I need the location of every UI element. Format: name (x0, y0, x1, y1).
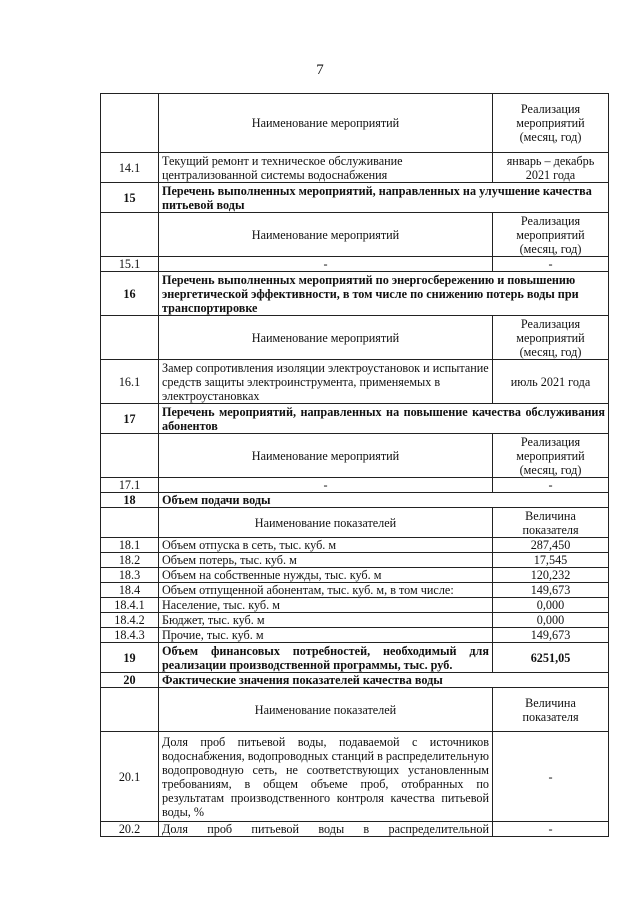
report-table (100, 93, 609, 837)
empty-cell (101, 213, 159, 257)
row-text: - (159, 257, 493, 272)
row-value: июль 2021 года (493, 360, 609, 404)
header-events: Наименование мероприятий (159, 94, 493, 153)
section-number: 16 (101, 272, 159, 316)
row-value: - (493, 257, 609, 272)
row-number: 18.4.3 (101, 628, 159, 643)
section-number: 17 (101, 404, 159, 434)
empty-cell (101, 688, 159, 732)
row-text: Бюджет, тыс. куб. м (159, 613, 493, 628)
row-value: - (493, 822, 609, 837)
row-value: 120,232 (493, 568, 609, 583)
table-header-row (101, 316, 609, 360)
table-row (101, 538, 609, 553)
header-indicators: Наименование показателей (159, 688, 493, 732)
section-title: Перечень мероприятий, направленных на повышение качества обслуживания абонентов (159, 404, 609, 434)
section-number: 15 (101, 183, 159, 213)
section-title: Перечень выполненных мероприятий, направленных на улучшение качества питьевой воды (159, 183, 609, 213)
section-number: 19 (101, 643, 159, 673)
row-number: 18.4.1 (101, 598, 159, 613)
row-number: 17.1 (101, 478, 159, 493)
section-value: 6251,05 (493, 643, 609, 673)
row-value: 0,000 (493, 613, 609, 628)
section-row (101, 643, 609, 673)
table-row (101, 568, 609, 583)
page-number: 7 (316, 62, 324, 78)
table-header-row (101, 434, 609, 478)
row-value: - (493, 478, 609, 493)
table-row (101, 478, 609, 493)
table-row (101, 628, 609, 643)
header-events: Наименование мероприятий (159, 316, 493, 360)
row-number: 18.1 (101, 538, 159, 553)
row-number: 15.1 (101, 257, 159, 272)
table-row (101, 553, 609, 568)
row-value: - (493, 732, 609, 822)
header-implementation: Реализация мероприятий (месяц, год) (493, 316, 609, 360)
section-row (101, 493, 609, 508)
section-title: Перечень выполненных мероприятий по энергосбережению и повышению энергетической эффективности, в том числе по снижению потерь воды при транспортировке (159, 272, 609, 316)
table-row (101, 732, 609, 822)
table-header-row (101, 508, 609, 538)
row-text: Население, тыс. куб. м (159, 598, 493, 613)
table-row (101, 598, 609, 613)
empty-cell (101, 316, 159, 360)
header-events: Наименование мероприятий (159, 434, 493, 478)
row-text: Объем на собственные нужды, тыс. куб. м (159, 568, 493, 583)
row-text: - (159, 478, 493, 493)
header-implementation: Реализация мероприятий (месяц, год) (493, 94, 609, 153)
row-number: 20.1 (101, 732, 159, 822)
table-row (101, 613, 609, 628)
row-text: Объем отпуска в сеть, тыс. куб. м (159, 538, 493, 553)
row-text: Объем отпущенной абонентам, тыс. куб. м, в том числе: (159, 583, 493, 598)
row-number: 20.2 (101, 822, 159, 837)
section-title: Фактические значения показателей качества воды (159, 673, 609, 688)
row-number: 14.1 (101, 153, 159, 183)
row-value: 149,673 (493, 628, 609, 643)
table-row (101, 257, 609, 272)
row-value: 149,673 (493, 583, 609, 598)
table-header-row (101, 688, 609, 732)
section-title: Объем подачи воды (159, 493, 609, 508)
row-number: 18.3 (101, 568, 159, 583)
row-value: 0,000 (493, 598, 609, 613)
table-header-row (101, 213, 609, 257)
table-row (101, 360, 609, 404)
table-header-row (101, 94, 609, 153)
row-value: январь – декабрь 2021 года (493, 153, 609, 183)
section-row (101, 272, 609, 316)
row-value: 287,450 (493, 538, 609, 553)
row-number: 18.4 (101, 583, 159, 598)
row-text: Объем потерь, тыс. куб. м (159, 553, 493, 568)
row-text: Доля проб питьевой воды в распределительной (159, 822, 493, 837)
header-indicators: Наименование показателей (159, 508, 493, 538)
empty-cell (101, 508, 159, 538)
row-text: Доля проб питьевой воды, подаваемой с источников водоснабжения, водопроводных станций в распределительную водопроводную сеть, не соответствующих установленным требованиям, в общем объеме проб, отобранных по результатам производственного контроля качества питьевой воды, % (159, 732, 493, 822)
header-events: Наименование мероприятий (159, 213, 493, 257)
section-number: 18 (101, 493, 159, 508)
section-title: Объем финансовых потребностей, необходимый для реализации производственной программы, тыс. руб. (159, 643, 493, 673)
row-number: 18.2 (101, 553, 159, 568)
section-row (101, 673, 609, 688)
empty-cell (101, 94, 159, 153)
row-text: Текущий ремонт и техническое обслуживание централизованной системы водоснабжения (159, 153, 493, 183)
header-implementation: Реализация мероприятий (месяц, год) (493, 213, 609, 257)
row-text: Замер сопротивления изоляции электроустановок и испытание средств защиты электроинструмента, применяемых в электроустановках (159, 360, 493, 404)
row-number: 18.4.2 (101, 613, 159, 628)
row-value: 17,545 (493, 553, 609, 568)
section-row (101, 404, 609, 434)
table-row (101, 822, 609, 837)
table-row (101, 583, 609, 598)
header-value: Величина показателя (493, 688, 609, 732)
row-number: 16.1 (101, 360, 159, 404)
row-text: Прочие, тыс. куб. м (159, 628, 493, 643)
header-value: Величина показателя (493, 508, 609, 538)
section-row (101, 183, 609, 213)
section-number: 20 (101, 673, 159, 688)
header-implementation: Реализация мероприятий (месяц, год) (493, 434, 609, 478)
empty-cell (101, 434, 159, 478)
table-row (101, 153, 609, 183)
